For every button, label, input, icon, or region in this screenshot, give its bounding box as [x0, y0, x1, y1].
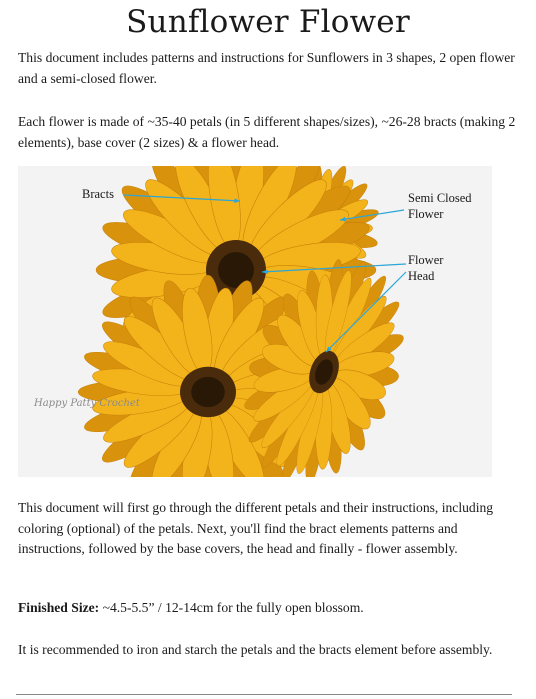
sunflower-photo	[18, 166, 492, 477]
body-paragraph-2: It is recommended to iron and starch the petals and the bracts element before assembly.	[18, 642, 493, 657]
body-paragraph-1: This document will first go through the different petals and their instructions, including coloring (optional) of the petals. Next, you'll find the bract elements patterns and instructions, followed by the base covers, the head and finally - flower assembly.	[18, 500, 494, 556]
finished-size-label: Finished Size:	[18, 600, 100, 615]
label-semi-closed	[408, 190, 472, 222]
finished-size-paragraph	[18, 598, 518, 619]
intro-paragraph-2: Each flower is made of ~35-40 petals (in 5 different shapes/sizes), ~26-28 bracts (making 2 elements), base cover (2 sizes) & a flower head.	[18, 114, 516, 150]
label-bracts: Bracts	[82, 187, 114, 201]
flower-head-core	[191, 377, 225, 407]
label-flower-head-line-1: Flower	[408, 253, 444, 267]
intro-paragraph-1: This document includes patterns and instructions for Sunflowers in 3 shapes, 2 open flower and a semi-closed flower.	[18, 50, 515, 86]
label-flower-head	[408, 252, 443, 284]
label-semi-closed-line-2: Flower	[408, 207, 444, 221]
label-semi-closed-line-1: Semi Closed	[408, 191, 472, 205]
page-title: Sunflower Flower	[126, 4, 410, 40]
footer-divider	[16, 694, 512, 695]
finished-size-value: ~4.5-5.5” / 12-14cm for the fully open blossom.	[99, 600, 364, 615]
label-flower-head-line-2: Head	[408, 269, 435, 283]
watermark: Happy Patty Crochet	[34, 398, 140, 409]
